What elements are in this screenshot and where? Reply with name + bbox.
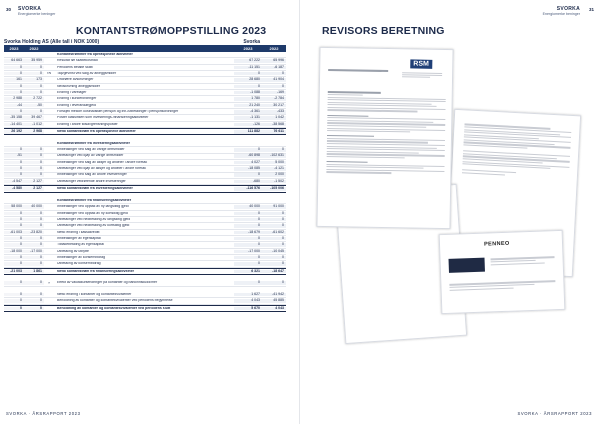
value-2023-parent: -44	[4, 104, 24, 108]
col-year-group-2023: 2023	[243, 46, 253, 51]
value-2022-group: -4 121	[262, 167, 286, 171]
value-2023-group: 21 240	[234, 104, 262, 108]
total-row	[4, 305, 286, 312]
value-2022-group: 0	[262, 256, 286, 260]
value-2022-group: 4 043	[262, 307, 286, 311]
value-2023-parent: 0	[4, 299, 24, 303]
value-2022-parent: 0	[24, 212, 44, 216]
value-2023-parent: 0	[4, 148, 24, 152]
row-label: Innbetalinger ved salg av aksjer og andeler i andre foretak	[57, 160, 148, 164]
value-2023-parent: 2 988	[4, 97, 24, 101]
row-label: Endring i varelager	[57, 90, 87, 94]
row-label: Tilbakebetaling av egenkapital	[57, 243, 104, 247]
value-2023-parent: 0	[4, 256, 24, 260]
signature-details	[490, 255, 554, 266]
value-2023-group: 6 321	[234, 270, 262, 274]
table-body	[4, 52, 286, 312]
value-2022-parent: 0	[24, 91, 44, 95]
value-2023-parent: 0	[4, 66, 24, 70]
value-2023-group: 0	[234, 281, 262, 285]
value-2022-parent: 0	[24, 281, 44, 285]
value-2023-parent: 0	[4, 262, 24, 266]
value-2022-parent: 0	[24, 256, 44, 260]
value-2022-parent: 0	[24, 72, 44, 76]
row-label: Utbetalinger ved kjøp av varige driftsmidler	[57, 154, 124, 158]
col-year-parent-2023: 2023	[9, 46, 19, 51]
value-2022-parent: -50	[24, 104, 44, 108]
row-label: Utbetaling av konsernbidrag	[57, 262, 101, 266]
value-2023-parent: 64 663	[4, 59, 24, 63]
value-2023-parent: -4 580	[4, 187, 24, 191]
value-2023-group: 1 627	[234, 293, 262, 297]
value-2022-parent: 0	[24, 224, 44, 228]
value-2022-parent: -23 820	[24, 231, 44, 235]
value-2022-parent: 39 467	[24, 116, 44, 120]
row-label: Innbetalinger av egenkapital	[57, 236, 101, 240]
value-2023-parent: 0	[4, 161, 24, 165]
value-2022-group: 1 042	[262, 116, 286, 120]
value-2022-group: -433	[262, 110, 286, 114]
row-label: Utbetalinger ved kjøp av aksjer og andeler i andre foretak	[57, 167, 146, 171]
value-2023-group: 0	[234, 212, 262, 216]
value-2022-group: -41 942	[262, 293, 286, 297]
value-2022-group: 0	[262, 212, 286, 216]
value-2023-parent: 0	[4, 85, 24, 89]
table-top-labels	[4, 38, 286, 45]
value-2023-group: 5 670	[234, 307, 262, 311]
row-label: Innbetalinger ved salg av varige driftsmidler	[57, 148, 125, 152]
value-2023-parent: 0	[4, 218, 24, 222]
cashflow-table	[4, 38, 286, 312]
row-label: Kontantstrømmer fra operasjonelle aktiviteter	[57, 52, 133, 56]
penneo-footer-text	[449, 279, 555, 292]
value-2023-group: 0	[234, 72, 262, 76]
value-2023-parent: 0	[4, 224, 24, 228]
value-2022-group: 5 000	[262, 161, 286, 165]
rsm-logo: RSM	[410, 59, 432, 68]
row-label: Utbetalinger ved nedbetaling av kortsiktig gjeld	[57, 224, 130, 228]
audit-report-page-1	[316, 47, 453, 229]
value-2023-parent: -35 158	[4, 116, 24, 120]
total-row	[4, 185, 286, 192]
brand-left: SVORKA	[18, 6, 42, 12]
row-label: Netto endring i kassakreditt	[57, 230, 100, 234]
value-2023-parent: -14 401	[4, 123, 24, 127]
value-2022-group: 0	[262, 85, 286, 89]
penneo-signature-page	[439, 230, 566, 314]
value-2022-group: -169	[262, 91, 286, 95]
value-2023-group: 0	[234, 224, 262, 228]
value-2023-group: 0	[234, 218, 262, 222]
row-label: Netto kontantstrøm fra operasjonelle aktiviteter	[57, 130, 136, 134]
value-2022-group: -2 784	[262, 97, 286, 101]
value-2022-group: -6 187	[262, 66, 286, 70]
value-2023-parent: 0	[4, 212, 24, 216]
value-2022-group: -10 045	[262, 250, 286, 254]
value-2022-parent: 2 968	[24, 130, 44, 134]
value-2023-group: 0	[234, 256, 262, 260]
value-2023-parent: 0	[4, 237, 24, 241]
value-2022-parent: 0	[24, 262, 44, 266]
value-2023-group: -17 000	[234, 250, 262, 254]
value-2022-parent: 0	[24, 148, 44, 152]
value-2023-group: -680	[234, 180, 262, 184]
value-2023-parent: 0	[4, 173, 24, 177]
value-2023-parent: -61 003	[4, 231, 24, 235]
value-2023-parent: -51	[4, 154, 24, 158]
value-2023-group: -116 576	[234, 187, 262, 191]
note-ref: ?	[48, 280, 50, 285]
page-title-left: KONTANTSTRØMOPPSTILLING 2023	[76, 25, 267, 37]
value-2022-parent: -17 000	[24, 250, 44, 254]
value-2022-group: 76 611	[262, 130, 286, 134]
row-label: Periodens betalte skatt	[57, 65, 93, 69]
value-2022-parent: 2 127	[24, 187, 44, 191]
value-2022-group: 0	[262, 72, 286, 76]
value-2022-group: 2 000	[262, 173, 286, 177]
footer-left: SVORKA · ÅRSRAPPORT 2023	[6, 411, 81, 416]
value-2023-group: 28 680	[234, 78, 262, 82]
total-row	[4, 268, 286, 275]
group-label: Svorka Holding AS (Alle tall i NOK 1000)	[4, 38, 100, 45]
value-2022-group: -1 502	[262, 180, 286, 184]
value-2023-parent: -21 003	[4, 270, 24, 274]
page-number-right: 31	[588, 7, 594, 12]
page-number-left: 30	[6, 7, 12, 12]
row-label: Netto kontantstrøm fra investeringsaktiviteter	[57, 187, 133, 191]
value-2022-parent: 0	[24, 167, 44, 171]
value-2022-parent: 0	[24, 173, 44, 177]
value-2022-group: -38 568	[262, 123, 286, 127]
value-2023-group: 0	[234, 237, 262, 241]
value-2023-group: 4 027	[234, 161, 262, 165]
value-2023-parent: 0	[4, 167, 24, 171]
col-year-parent-2022: 2022	[29, 46, 39, 51]
value-2023-group: -60 898	[234, 154, 262, 158]
value-2022-parent: 0	[24, 218, 44, 222]
right-page	[300, 0, 600, 424]
row-label: Poster klassifisert som investerings-/finansieringsaktiviteter	[57, 116, 149, 120]
value-2022-parent: 0	[24, 237, 44, 241]
value-2023-parent: 0	[4, 293, 24, 297]
value-2022-parent: -1 012	[24, 123, 44, 127]
value-2023-parent: -4 547	[4, 180, 24, 184]
value-2022-group: 0	[262, 281, 286, 285]
row-label: Innbetalinger ved opptak av ny kortsiktig gjeld	[57, 211, 128, 215]
value-2022-parent: 173	[24, 78, 44, 82]
footer-right: SVORKA · ÅRSRAPPORT 2023	[517, 411, 592, 416]
row-label: Innbetalinger ved opptak av ny langsiktig gjeld	[57, 205, 129, 209]
value-2023-parent: 0	[4, 243, 24, 247]
row-label: Endring i andre tidsavgrensningsposter	[57, 122, 118, 126]
row-label: Kontantstrømmer fra finansieringsaktiviteter	[57, 198, 132, 202]
value-2022-parent: 0	[24, 110, 44, 114]
value-2022-group: 0	[262, 218, 286, 222]
value-2023-group: 4 043	[234, 299, 262, 303]
value-2023-parent: 0	[4, 307, 24, 311]
row-label: Nedskrivning anleggsmidler	[57, 84, 100, 88]
value-2022-parent: 40 000	[24, 205, 44, 209]
value-2022-group: -61 602	[262, 231, 286, 235]
value-2023-group: 0	[234, 85, 262, 89]
signature-image	[449, 258, 485, 273]
value-2022-parent: 0	[24, 161, 44, 165]
row-label: Beholdning av kontanter og kontantekvivalenter ved periodens begynnelse	[57, 299, 173, 303]
value-2023-parent: 26 192	[4, 130, 24, 134]
recipient-line	[328, 68, 388, 73]
value-2023-group: 40 000	[234, 205, 262, 209]
value-2023-parent: 0	[4, 91, 24, 95]
value-2023-group: 1 780	[234, 97, 262, 101]
value-2023-group: 0	[234, 148, 262, 152]
value-2023-parent: 0	[4, 72, 24, 76]
row-label: Endring i leverandørgjeld	[57, 103, 96, 107]
row-label: Endring i kundefordringer	[57, 97, 97, 101]
value-2022-parent: 35 959	[24, 59, 44, 63]
row-label: Tap/gevinst ved salg av anleggsmidler	[57, 71, 117, 75]
value-2022-group: 0	[262, 224, 286, 228]
value-2022-group: 0	[262, 237, 286, 241]
row-label: Utbetalinger ved nedbetaling av langsiktig gjeld	[57, 217, 131, 221]
value-2022-parent: 0	[24, 154, 44, 158]
value-2023-group: -1 131	[234, 116, 262, 120]
row-label: Utbetaling av utbytte	[57, 249, 89, 253]
row-label: Ordinære avskrivninger	[57, 78, 94, 82]
column-header-row	[4, 45, 286, 52]
value-2022-group: -18 647	[262, 270, 286, 274]
konsern-label: Svorka	[243, 38, 260, 45]
row-label: Netto endring i kontanter og kontantekvivalenter	[57, 292, 132, 296]
value-2022-group: 30 217	[262, 104, 286, 108]
value-2023-group: -18 085	[234, 167, 262, 171]
value-2023-group: 111 882	[234, 130, 262, 134]
value-2023-group: -18 679	[234, 231, 262, 235]
value-2022-group: 41 904	[262, 78, 286, 82]
value-2022-parent: 2 127	[24, 180, 44, 184]
row-label: Effekt av valutakursendringer på kontanter og bankinnskudd/mer	[57, 281, 158, 285]
doc3-text	[452, 110, 580, 180]
total-row	[4, 128, 286, 135]
value-2022-group: 45 885	[262, 299, 286, 303]
value-2023-group: -126	[234, 123, 262, 127]
row-label: Forskjell mellom kostnadsført pensjon og inn-/utbetalinger i pensjonsordninger	[57, 110, 179, 114]
value-2022-group: -102 631	[262, 154, 286, 158]
value-2023-group: 67 222	[234, 59, 262, 63]
value-2022-group: 0	[262, 262, 286, 266]
col-year-group-2022: 2022	[269, 46, 279, 51]
row-label: Innbetalinger ved salg av andre investeringer	[57, 173, 127, 177]
value-2023-group: 0	[234, 243, 262, 247]
value-2023-group: -1 088	[234, 91, 262, 95]
value-2023-group: 0	[234, 173, 262, 177]
value-2022-parent: 0	[24, 299, 44, 303]
value-2022-parent: 1 861	[24, 270, 44, 274]
value-2022-parent: 0	[24, 307, 44, 311]
note-ref: 7/9	[46, 71, 52, 76]
row-label: Resultat før skattekostnad	[57, 59, 98, 63]
brand-right: SVORKA	[556, 6, 580, 12]
page-title-right: REVISORS BERETNING	[322, 25, 445, 37]
row-label: Kontantstrømmer fra investeringsaktiviteter	[57, 141, 130, 145]
brand-subtitle-left: Energiomerke beninger	[18, 12, 56, 16]
value-2022-parent: 0	[24, 293, 44, 297]
value-2023-parent: 58 000	[4, 205, 24, 209]
value-2022-parent: 0	[24, 66, 44, 70]
value-2022-parent: 2 722	[24, 97, 44, 101]
value-2023-group: -4 361	[234, 110, 262, 114]
value-2022-group: 65 996	[262, 59, 286, 63]
row-label: Innbetalinger av konsernbidrag	[57, 255, 106, 259]
value-2023-group: 0	[234, 262, 262, 266]
value-2022-parent: 0	[24, 243, 44, 247]
row-label: Netto kontantstrøm fra finansieringsaktiviteter	[57, 269, 135, 273]
value-2022-group: -105 006	[262, 187, 286, 191]
value-2022-parent: 0	[24, 85, 44, 89]
value-2023-parent: -18 000	[4, 250, 24, 254]
rsm-address	[402, 71, 442, 78]
value-2023-parent: 0	[4, 110, 24, 114]
value-2022-group: 0	[262, 243, 286, 247]
row-label: Beholdning av kontanter og kontantekvivalenter ved periodens slutt	[57, 306, 171, 310]
value-2023-parent: 161	[4, 78, 24, 82]
row-label: Utbetalinger vedrørende andre investeringer	[57, 179, 126, 183]
doc1-body-text	[326, 90, 445, 176]
value-2023-group: -11 151	[234, 66, 262, 70]
value-2023-parent: 0	[4, 281, 24, 285]
brand-subtitle-right: Energiomerke beninger	[542, 12, 580, 16]
value-2022-group: 0	[262, 148, 286, 152]
value-2022-group: 91 000	[262, 205, 286, 209]
penneo-logo: PENNEO	[483, 240, 510, 248]
